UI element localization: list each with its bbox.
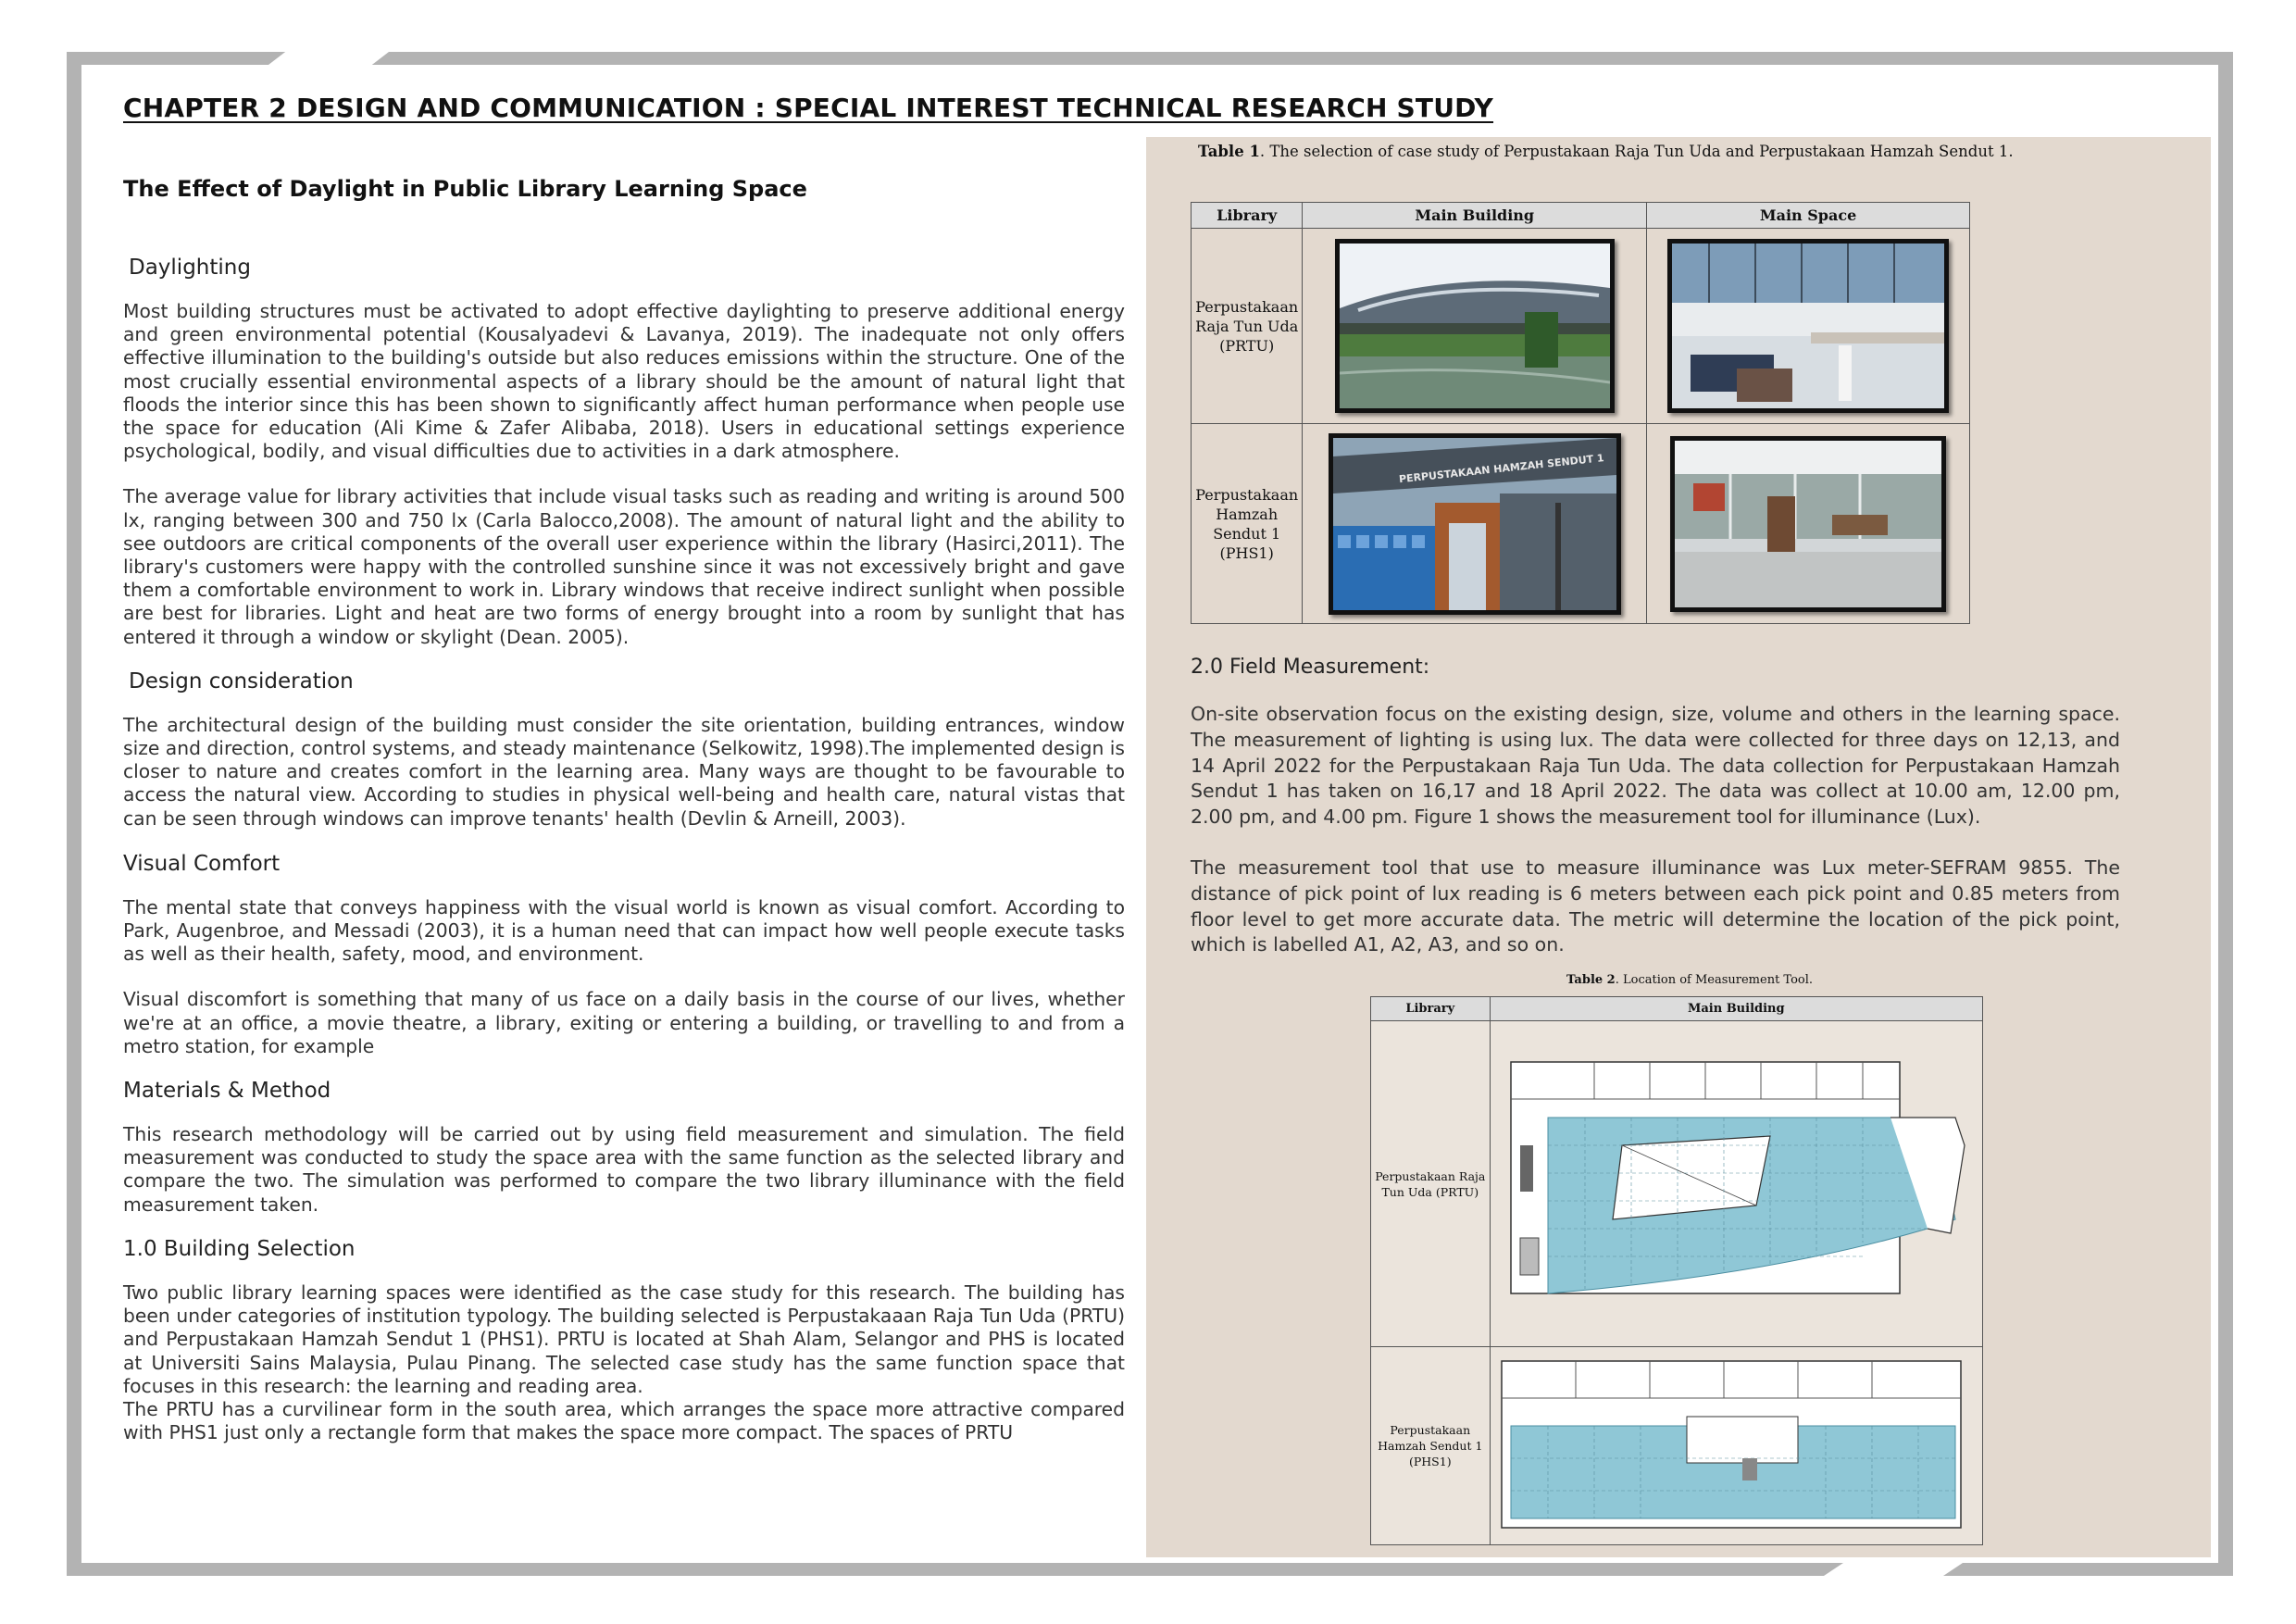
field-measurement-paragraph-2: The measurement tool that use to measure illuminance was Lux meter-SEFRAM 9855. The distance of pick point of lux reading is 6 meters between each pick point and 0.85 meters from floor level to get more accurate data. The metric will determine the location of the pick point, which is labelled A1, A2, A3, and so on. xyxy=(1191,856,2120,956)
table1-caption: Table 1. The selection of case study of Perpustakaan Raja Tun Uda and Perpustakaan Hamzah Sendut 1. xyxy=(1198,143,2014,160)
phs1-building-photo xyxy=(1329,433,1621,615)
daylighting-paragraph-2: The average value for library activities that include visual tasks such as reading and writing is around 500 lx, ranging between 300 and 750 lx (Carla Balocco,2008). The amount of natural light and the ability to see outdoors are critical components of the overall user experience within the library (Hasirci,2011). The library's customers were happy with the controlled sunshine since it was not excessively bright and gave them a comfortable environment to work in. Library windows that receive indirect sunlight when possible are best for libraries. Light and heat are two forms of energy brought into a room by sunlight that has entered it through a window or skylight (Dean. 2005). xyxy=(123,485,1125,648)
prtu-building-photo xyxy=(1335,239,1615,413)
table1-row-prtu xyxy=(1192,229,1970,424)
prtu-space-photo xyxy=(1667,239,1949,413)
phs1-space-photo xyxy=(1670,436,1946,612)
materials-heading: Materials & Method xyxy=(123,1079,331,1104)
table2-row-phs1 xyxy=(1371,1347,1983,1545)
table1-header-main-building: Main Building xyxy=(1303,203,1647,229)
design-heading: Design consideration xyxy=(129,668,354,693)
visual-comfort-heading: Visual Comfort xyxy=(123,851,281,876)
measurement-location-table xyxy=(1370,996,1983,1545)
table2-library-prtu: Perpustakaan Raja Tun Uda (PRTU) xyxy=(1371,1021,1491,1347)
visual-comfort-paragraph-1: The mental state that conveys happiness with the visual world is known as visual comfort. According to Park, Augenbroe, and Messadi (2003), it is a human need that can impact how well people execute tasks as well as their health, safety, mood, and environment. xyxy=(123,895,1125,966)
building-selection-heading: 1.0 Building Selection xyxy=(123,1236,356,1261)
svg-text:PERPUSTAKAAN HAMZAH SENDUT 1: PERPUSTAKAAN HAMZAH SENDUT 1 xyxy=(1398,451,1604,485)
table1-row-phs1 xyxy=(1192,424,1970,624)
phs1-space-image xyxy=(1675,441,1941,607)
table1-library-phs1: Perpustakaan Hamzah Sendut 1 (PHS1) xyxy=(1192,424,1303,624)
case-study-table xyxy=(1191,202,1970,624)
table1-header-main-space: Main Space xyxy=(1647,203,1970,229)
prtu-space-image xyxy=(1672,244,1944,408)
table2-header-library: Library xyxy=(1371,997,1491,1021)
right-panel xyxy=(1146,137,2211,1557)
visual-comfort-paragraph-2: Visual discomfort is something that many of us face on a daily basis in the course of our lives, whether we're at an office, a movie theatre, a library, exiting or entering a building, or travelling to and from a metro station, for example xyxy=(123,988,1125,1057)
table1-header-library: Library xyxy=(1192,203,1303,229)
field-measurement-heading: 2.0 Field Measurement: xyxy=(1191,656,1430,679)
main-heading: The Effect of Daylight in Public Library Learning Space xyxy=(123,176,807,202)
frame-notch-bottom xyxy=(1824,1563,1963,1576)
left-column xyxy=(123,167,1125,1444)
table2-header-main-building: Main Building xyxy=(1490,997,1982,1021)
phs1-building-image xyxy=(1333,438,1616,610)
materials-paragraph: This research methodology will be carried out by using field measurement and simulation. The field measurement was conducted to study the space area with the same function as the selected library and compare the two. The simulation was performed to compare the two library illuminance with the field measurement taken. xyxy=(123,1123,1125,1216)
design-paragraph: The architectural design of the building must consider the site orientation, building entrances, window size and direction, control systems, and steady maintenance (Selkowitz, 1998).The implemented design is closer to nature and creates comfort in the learning area. Many ways are thought to be favourable to access the natural view. According to studies in physical well-being and health care, natural vistas that can be seen through windows can improve tenants' health (Devlin & Arneill, 2003). xyxy=(123,713,1125,830)
phs1-floor-plan xyxy=(1492,1352,1979,1537)
chapter-title: CHAPTER 2 DESIGN AND COMMUNICATION : SPECIAL INTEREST TECHNICAL RESEARCH STUDY xyxy=(123,93,1494,123)
prtu-building-image xyxy=(1340,244,1610,408)
daylighting-paragraph-1: Most building structures must be activated to adopt effective daylighting to preserve additional energy and green environmental potential (Kousalyadevi & Lavanya, 2019). The inadequate not only offers effective illumination to the building's outside but also reduces emissions within the structure. One of the most crucially essential environmental aspects of a library should be the amount of natural light that floods the interior since this has been shown to significantly affect human performance when people use the space for education (Ali Kime & Zafer Alibaba, 2018). Users in educational settings experience psychological, bodily, and visual difficulties due to activities in a dark atmosphere. xyxy=(123,300,1125,463)
table1-library-prtu: Perpustakaan Raja Tun Uda (PRTU) xyxy=(1192,229,1303,424)
daylighting-heading: Daylighting xyxy=(129,256,251,280)
building-selection-paragraph-1: Two public library learning spaces were identified as the case study for this research. The building has been under categories of institution typology. The building selected is Perpustakaaan Raja Tun Uda (PRTU) and Perpustakaan Hamzah Sendut 1 (PHS1). PRTU is located at Shah Alam, Selangor and PHS is located at Universiti Sains Malaysia, Pulau Pinang. The selected case study has the same function space that focuses in this research: the learning and reading area. xyxy=(123,1280,1125,1397)
table2-library-phs1: Perpustakaan Hamzah Sendut 1 (PHS1) xyxy=(1371,1347,1491,1545)
prtu-floor-plan xyxy=(1492,1043,1979,1321)
field-measurement-paragraph-1: On-site observation focus on the existing design, size, volume and others in the learning space. The measurement of lighting is using lux. The data were collected for three days on 12,13, and 14 April 2022 for the Perpustakaan Raja Tun Uda. The data collection for Perpustakaan Hamzah Sendut 1 has taken on 16,17 and 18 April 2022. The data was collect at 10.00 am, 12.00 pm, 2.00 pm, and 4.00 pm. Figure 1 shows the measurement tool for illuminance (Lux). xyxy=(1191,703,2120,829)
table2-caption: Table 2. Location of Measurement Tool. xyxy=(1566,973,1814,987)
table2-row-prtu xyxy=(1371,1021,1983,1347)
building-selection-paragraph-2: The PRTU has a curvilinear form in the south area, which arranges the space more attractive compared with PHS1 just only a rectangle form that makes the space more compact. The spaces of PRTU xyxy=(123,1397,1125,1444)
frame-notch-top xyxy=(268,52,389,65)
